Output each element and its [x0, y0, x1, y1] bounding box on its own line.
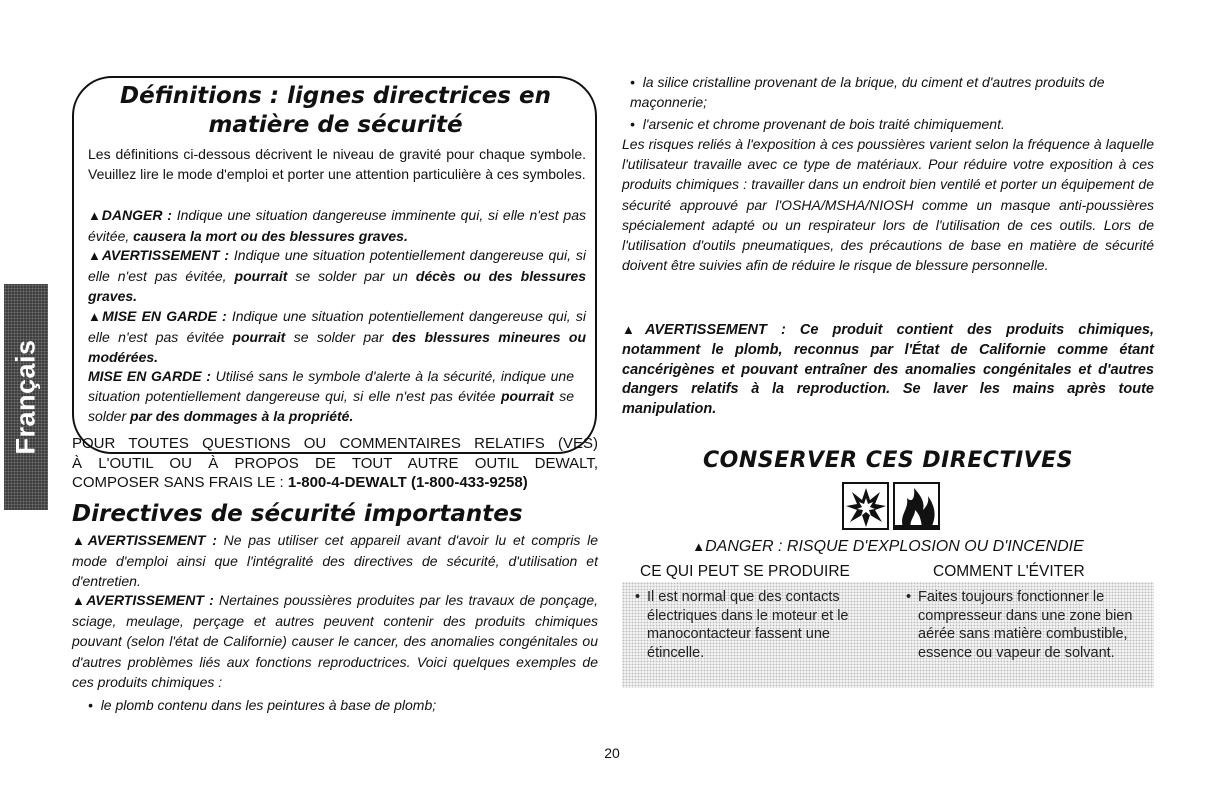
warning-triangle-icon: ▲	[88, 208, 102, 223]
table-header-how-to-avoid: COMMENT L'ÉVITER	[933, 563, 1085, 580]
bullet-icon: •	[88, 697, 93, 713]
important-warning-1-text: Ne pas utiliser cet appareil avant d'avoir lu et compris le mode d'emploi ainsi que l'intégralité des directives de sécurité, d'utilisation et d'entretien.	[72, 532, 599, 590]
mise-en-garde-label: MISE EN GARDE :	[102, 308, 227, 324]
mise-en-garde-definition	[88, 306, 586, 368]
mise-en-garde-text: Indique une situation potentiellement dangereuse qui, si elle n'est pas évitée	[88, 308, 586, 346]
definitions-intro: Les définitions ci-dessous décrivent le niveau de gravité pour chaque symbole. Veuillez lire le mode d'emploi et porter une attention particulière à ces symboles.	[88, 146, 586, 183]
contact-line-2: À L'OUTIL OU À PROPOS DE TOUT AUTRE OUTIL DEWALT,	[72, 454, 598, 472]
avertissement-label: AVERTISSEMENT :	[101, 247, 230, 263]
mise-en-garde-no-symbol-verb: pourrait	[500, 388, 554, 405]
definitions-title: Définitions : lignes directrices en matière de sécurité	[120, 83, 551, 138]
bullet-icon: •	[635, 589, 641, 605]
fire-icon	[893, 482, 940, 530]
chemical-bullet-1	[88, 695, 598, 715]
explosion-icon	[842, 482, 889, 530]
warning-triangle-icon: ▲	[72, 593, 87, 608]
contact-line-1: POUR TOUTES QUESTIONS OU COMMENTAIRES RELATIFS (VES)	[72, 435, 598, 452]
page-number: 20	[604, 745, 620, 761]
chemical-bullet-2	[630, 72, 1154, 112]
fire-danger-line	[622, 538, 1154, 556]
mise-en-garde-consequence: des blessures mineures ou modérées.	[88, 329, 586, 366]
table-cell-prevention-text: Faites toujours fonctionner le compresseur dans une zone bien aérée sans matière combustible, essence ou vapeur de solvant.	[918, 589, 1133, 661]
chemical-bullet-1-text: le plomb contenu dans les peintures à base de plomb;	[100, 697, 437, 713]
fire-danger-text: DANGER : RISQUE D'EXPLOSION OU D'INCENDIE	[705, 538, 1084, 555]
keep-instructions-title: CONSERVER CES DIRECTIVES	[702, 448, 1074, 473]
warning-triangle-icon: ▲	[72, 533, 88, 548]
mise-en-garde-no-symbol-text2: se solder	[88, 388, 574, 425]
mise-en-garde-text2: se solder par	[293, 329, 384, 346]
mise-en-garde-no-symbol-definition	[88, 366, 574, 427]
avertissement-consequence: décès ou des blessures graves.	[88, 268, 587, 305]
danger-consequence: causera la mort ou des blessures graves.	[133, 228, 408, 245]
side-tab-label: Français	[10, 339, 41, 455]
hazard-icons	[842, 482, 940, 530]
bullet-icon: •	[630, 116, 635, 132]
language-side-tab	[4, 284, 48, 510]
bullet-icon: •	[906, 589, 912, 605]
table-cell-prevention	[906, 588, 1140, 662]
bullet-icon: •	[630, 74, 635, 90]
avertissement-text2: se solder par un	[295, 268, 408, 285]
important-safety-title: Directives de sécurité importantes	[72, 501, 523, 527]
danger-definition	[88, 205, 586, 246]
warning-triangle-icon: ▲	[622, 322, 645, 337]
avertissement-verb: pourrait	[234, 268, 288, 285]
mise-en-garde-no-symbol-label: MISE EN GARDE :	[88, 368, 211, 384]
important-warning-2	[72, 590, 598, 692]
california-warning-text: Ce produit contient des produits chimiques, notamment le plomb, reconnus par l'État de Californie comme étant cancérigènes et pouvant entraîner des anomalies congénitales et d'autres dangers relatifs à la reproduction. Se laver les mains après toute manipulation.	[622, 322, 1154, 418]
contact-block	[72, 434, 598, 493]
california-warning	[622, 320, 1154, 420]
contact-line-3-prefix: COMPOSER SANS FRAIS LE :	[72, 474, 284, 492]
exposure-risk-paragraph: Les risques reliés à l'exposition à ces poussières varient selon la fréquence à laquelle l'utilisateur travaille avec ce type de matériaux. Pour réduire votre exposition à ces produits chimiques : travailler dans un endroit bien ventilé et porter un équipement de sécurité approuvé par l'OSHA/MSHA/NIOSH comme un masque anti-poussières spécialement adapté ou un respirateur lors de l'utilisation de ces outils. Lors de l'utilisation d'outils pneumatiques, des précautions de base en matière de sécurité doivent être suivies afin de réduire le risque de blessure personnelle.	[622, 136, 1154, 274]
important-warning-1-label: AVERTISSEMENT :	[87, 532, 217, 548]
chemical-bullet-3-text: l'arsenic et chrome provenant de bois traité chimiquement.	[642, 116, 1005, 132]
important-warning-2-text: Nertaines poussières produites par les travaux de ponçage, sciage, meulage, perçage et autres peuvent contenir des produits chimiques pouvant (selon l'état de Californie) causer le cancer, des anomalies congénitales ou d'autres problèmes liés aux fonctions reproductrices. Voici quelques exemples de ces produits chimiques :	[72, 592, 598, 690]
mise-en-garde-no-symbol-text: Utilisé sans le symbole d'alerte à la sécurité, indique une situation potentiellement dangereuse qui, si elle n'est pas évitée	[88, 368, 575, 405]
table-cell-cause-text: Il est normal que des contacts électriques dans le moteur et le manocontacteur fassent une étincelle.	[647, 589, 849, 661]
danger-text: Indique une situation dangereuse imminente qui, si elle n'est pas évitée,	[88, 207, 586, 245]
california-warning-label: AVERTISSEMENT :	[644, 322, 786, 338]
warning-triangle-icon: ▲	[692, 539, 706, 554]
warning-triangle-icon: ▲	[88, 248, 102, 263]
avertissement-text: Indique une situation potentiellement dangereuse qui, si elle n'est pas évitée,	[88, 247, 587, 285]
contact-phone: 1-800-4-DEWALT (1-800-433-9258)	[287, 474, 528, 492]
danger-label: DANGER :	[101, 207, 172, 223]
table-cell-cause	[635, 588, 887, 662]
warning-triangle-icon: ▲	[88, 309, 103, 324]
mise-en-garde-no-symbol-consequence: par des dommages à la propriété.	[130, 408, 354, 425]
chemical-bullet-3	[630, 114, 1154, 134]
table-header-what-happens: CE QUI PEUT SE PRODUIRE	[640, 563, 850, 580]
contact-line-3	[72, 473, 598, 493]
mise-en-garde-verb: pourrait	[232, 329, 286, 346]
important-warning-1	[72, 530, 598, 592]
chemical-bullet-2-text: la silice cristalline provenant de la brique, du ciment et d'autres produits de maçonnerie;	[630, 74, 1105, 110]
important-warning-2-label: AVERTISSEMENT :	[86, 592, 214, 608]
avertissement-definition	[88, 245, 586, 307]
